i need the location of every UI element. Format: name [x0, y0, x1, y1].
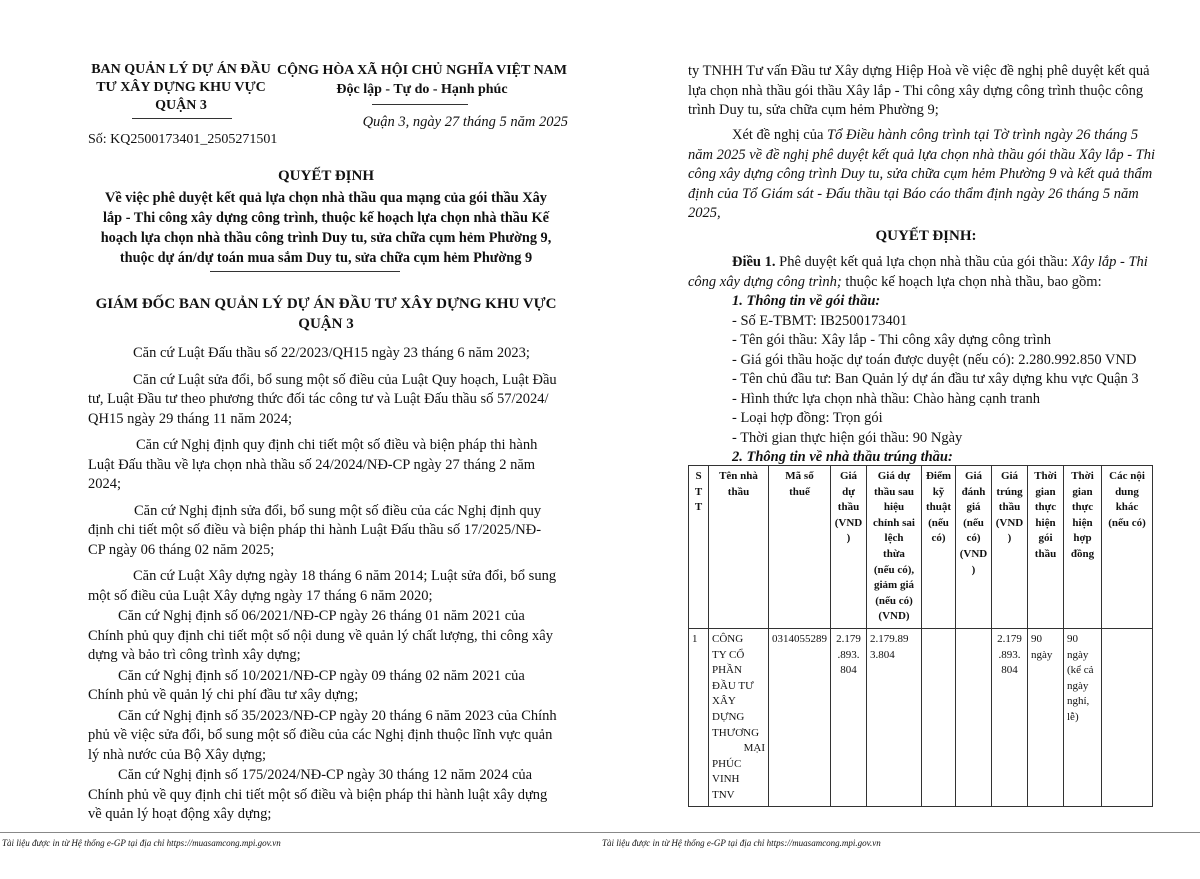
header-line: kỹ [932, 485, 945, 498]
header-line: Điểm [925, 470, 952, 482]
cell-line: 1 [692, 632, 698, 645]
header-line: Các nội [1109, 470, 1145, 482]
header-line: (VND) [878, 610, 910, 623]
header-line: đồng [1070, 547, 1095, 560]
header-line: thuật [925, 501, 952, 514]
table-cell [769, 628, 831, 807]
agency-line: BAN QUẢN LÝ DỰ ÁN ĐẦU [91, 62, 271, 77]
table-cell [831, 628, 867, 807]
cell-line: .893. [998, 648, 1021, 661]
table-header-row [689, 466, 1153, 629]
header-line: (nếu [963, 516, 984, 529]
table-cell [992, 628, 1028, 807]
info-line: - Giá gói thầu hoặc dự toán được duyệt (nếu có): 2.280.992.850 VND [732, 351, 1137, 368]
agency-name [78, 61, 284, 115]
footer-note: Tài liệu được in từ Hệ thống e-GP tại địa chỉ https://muasamcong.mpi.gov.vn [602, 838, 881, 848]
header-line: (nếu [928, 516, 949, 529]
header-line: thầu [837, 501, 860, 514]
subject-line: lắp - Thi công xây dựng công trình, thuộc kế hoạch lựa chọn nhà thầu Kế [103, 210, 549, 226]
winning-bidder-table-wrap [688, 465, 1153, 807]
winning-bidder-table [688, 465, 1153, 807]
legal-basis-item: Căn cứ Nghị định số 175/2024/NĐ-CP ngày 30 tháng 12 năm 2024 của Chính phủ về quy định chi tiết một số điều và biện pháp thi hành luật xây dựng về quản lý hoạt động xây dựng; [88, 767, 548, 822]
header-line: (nếu có) [1108, 516, 1146, 529]
cell-line: ngày [1067, 648, 1089, 661]
cell-line: .893. [837, 648, 860, 661]
header-line: ) [846, 532, 851, 545]
header-line: gian [1035, 485, 1056, 498]
header-line: Thời [1034, 470, 1057, 482]
header-line: (VND [959, 547, 988, 560]
decision-heading: QUYẾT ĐỊNH: [875, 228, 977, 244]
header-line: Thời [1071, 470, 1094, 482]
table-cell [709, 628, 769, 807]
cell-line: MẠI [743, 742, 765, 755]
header-line: hiệu [883, 501, 905, 514]
national-header [276, 61, 568, 99]
table-header-cell [867, 466, 922, 629]
article-1: Điều 1. Phê duyệt kết quả lựa chọn nhà thầu của gói thầu: Xây lắp - Thi công xây dựng công trình; thuộc kế hoạch lựa chọn nhà thầu, bao gồm: [688, 254, 1148, 290]
legal-basis-list [88, 344, 564, 825]
table-cell [922, 628, 956, 807]
header-line: thầu [727, 485, 750, 498]
info-line: - Số E-TBMT: IB2500173401 [732, 312, 908, 329]
header-line: thầu sau [873, 485, 915, 498]
header-line: giảm giá [873, 579, 915, 592]
cell-line: lễ) [1067, 710, 1079, 723]
header-line: (VND [995, 516, 1024, 529]
table-header-cell [709, 466, 769, 629]
header-line: thầu [1034, 547, 1057, 560]
header-line: giá [966, 501, 981, 514]
authority-line: GIÁM ĐỐC BAN QUẢN LÝ DỰ ÁN ĐẦU TƯ XÂY DỰNG KHU VỰC [95, 296, 557, 312]
header-line: Tên nhà [719, 470, 758, 482]
cell-line: THƯƠNG [712, 726, 760, 739]
footer-divider [0, 832, 600, 833]
header-line: ) [1007, 532, 1012, 545]
national-motto: Độc lập - Tự do - Hạnh phúc [336, 82, 508, 97]
header-line: Giá [964, 470, 983, 482]
header-line: lệch [884, 532, 904, 545]
header-line: Giá [1000, 470, 1019, 482]
header-line: có) [931, 532, 946, 545]
cell-line: ĐẦU TƯ [712, 679, 754, 692]
legal-basis-item: Căn cứ Nghị định sửa đổi, bổ sung một số điều của các Nghị định quy định chi tiết một số điều và biện pháp thi hành Luật Đấu thầu số 17/2025/NĐ- CP ngày 06 tháng 02 năm 2025; [88, 502, 542, 558]
header-line: (nếu có), [873, 563, 915, 576]
table-cell [1028, 628, 1064, 807]
cell-line: 90 [1067, 632, 1078, 645]
footer-note: Tài liệu được in từ Hệ thống e-GP tại địa chỉ https://muasamcong.mpi.gov.vn [2, 838, 281, 848]
motto-underline [372, 104, 468, 105]
cell-line: VINH [712, 773, 740, 786]
section-1-heading: 1. Thông tin về gói thầu: [732, 293, 881, 309]
decision-title: QUYẾT ĐỊNH [278, 168, 374, 184]
legal-basis-item: Căn cứ Nghị định số 35/2023/NĐ-CP ngày 20 tháng 6 năm 2023 của Chính phủ về việc sửa đổi, bổ sung một số điều của các Nghị định thuộc lĩnh vực quản lý nhà nước của Bộ Xây dựng; [88, 707, 557, 763]
agency-line: QUẬN 3 [155, 98, 207, 113]
cell-line: 0314055289 [772, 632, 827, 645]
cell-line: 804 [1001, 664, 1018, 677]
header-line: thầu [998, 501, 1021, 514]
package-info [732, 292, 1172, 468]
header-line: thực [1034, 501, 1057, 514]
header-line: hợp [1073, 532, 1092, 545]
header-line: Giá [839, 470, 858, 482]
header-line: gian [1072, 485, 1093, 498]
table-header-cell [1064, 466, 1102, 629]
continuation-text: ty TNHH Tư vấn Đầu tư Xây dựng Hiệp Hoà về việc đề nghị phê duyệt kết quả lựa chọn nhà thầu gói thầu Xây lắp - Thi công xây dựng công trình thuộc công trình Duy tu, sửa chữa cụm hẻm Phường 9; [688, 63, 1150, 118]
header-line: dung [1115, 485, 1139, 498]
header-line: thực [1071, 501, 1094, 514]
agency-underline [132, 118, 232, 119]
header-line: hiện [1072, 516, 1093, 529]
cell-line: PHÚC [712, 757, 742, 770]
header-line: S [695, 470, 702, 482]
cell-line: ngày [1031, 648, 1053, 661]
agency-line: TƯ XÂY DỰNG KHU VỰC [96, 80, 266, 95]
info-line: - Loại hợp đồng: Trọn gói [732, 410, 883, 426]
table-header-cell [1102, 466, 1153, 629]
cell-line: 2.179 [836, 632, 861, 645]
header-line: (VND [834, 516, 863, 529]
table-header-cell [922, 466, 956, 629]
subject-line: Về việc phê duyệt kết quả lựa chọn nhà thầu qua mạng của gói thầu Xây [105, 190, 547, 206]
cell-line: DỰNG [712, 710, 745, 723]
section-2-heading: 2. Thông tin về nhà thầu trúng thầu: [732, 449, 953, 465]
footer-divider [600, 832, 1200, 833]
decision-subject [80, 188, 572, 268]
header-line: Giá dự [877, 470, 911, 482]
table-row [689, 628, 1153, 807]
table-cell [867, 628, 922, 807]
legal-basis-item: Căn cứ Nghị định số 06/2021/NĐ-CP ngày 26 tháng 01 năm 2021 của Chính phủ quy định chi tiết một số nội dung về quản lý chất lượng, thi công xây dựng và bảo trì công trình xây dựng; [88, 608, 553, 663]
consideration-paragraph: Xét đề nghị của Tổ Điều hành công trình tại Tờ trình ngày 26 tháng 5 năm 2025 về đề nghị phê duyệt kết quả lựa chọn nhà thầu gói thầu Xây lắp - Thi công xây dựng công trình Duy tu, sửa chữa cụm hẻm Phường 9 và kết quả thẩm định của Tổ Giám sát - Đấu thầu tại Báo cáo thẩm định ngày 26 tháng 5 năm 2025, [688, 127, 1155, 221]
cell-line: ngày [1067, 679, 1089, 692]
cell-line: 2.179 [997, 632, 1022, 645]
header-line: hiện [1035, 516, 1056, 529]
info-line: - Tên chủ đầu tư: Ban Quản lý dự án đầu tư xây dựng khu vực Quận 3 [732, 371, 1139, 387]
header-line: trúng [996, 485, 1023, 498]
header-line: thuế [789, 485, 810, 498]
table-cell [689, 628, 709, 807]
info-line: - Hình thức lựa chọn nhà thầu: Chào hàng cạnh tranh [732, 390, 1041, 407]
table-header-cell [1028, 466, 1064, 629]
table-header-cell [992, 466, 1028, 629]
nation-name: CỘNG HÒA XÃ HỘI CHỦ NGHĨA VIỆT NAM [276, 63, 567, 78]
legal-basis-item: Căn cứ Luật sửa đổi, bổ sung một số điều của Luật Quy hoạch, Luật Đầu tư, Luật Đầu tư theo phương thức đối tác công tư và Luật Đấu thầu số 57/2024/ QH15 ngày 29 tháng 11 năm 2024; [88, 371, 557, 427]
cell-line: 3.804 [870, 648, 895, 661]
header-line: T [694, 485, 703, 498]
info-line: - Tên gói thầu: Xây lắp - Thi công xây dựng công trình [732, 332, 1052, 348]
header-line: ) [971, 563, 976, 576]
table-cell [956, 628, 992, 807]
header-line: dự [842, 485, 855, 498]
authority-line: QUẬN 3 [298, 316, 354, 332]
info-line: - Thời gian thực hiện gói thầu: 90 Ngày [732, 429, 963, 446]
cell-line: (kể cả [1067, 664, 1094, 677]
legal-basis-item: Căn cứ Luật Xây dựng ngày 18 tháng 6 năm 2014; Luật sửa đổi, bổ sung một số điều của Luật Xây dựng ngày 17 tháng 6 năm 2020; [88, 568, 557, 604]
issuing-authority [84, 294, 568, 334]
header-line: thừa [883, 547, 905, 560]
cell-line: 804 [840, 664, 857, 677]
table-header-cell [956, 466, 992, 629]
header-line: có) [966, 532, 981, 545]
header-line: chỉnh sai [873, 516, 915, 529]
cell-line: 2.179.89 [870, 632, 909, 645]
table-header-cell [769, 466, 831, 629]
header-line: gói [1038, 532, 1053, 545]
cell-line: 90 [1031, 632, 1042, 645]
legal-basis-item: Căn cứ Nghị định quy định chi tiết một số điều và biện pháp thi hành Luật Đấu thầu về lựa chọn nhà thầu số 24/2024/NĐ-CP ngày 27 tháng 2 năm 2024; [88, 437, 538, 492]
table-cell [1102, 628, 1153, 807]
legal-basis-item: Căn cứ Luật Đấu thầu số 22/2023/QH15 ngày 23 tháng 6 năm 2023; [133, 345, 530, 361]
legal-basis-item: Căn cứ Nghị định số 10/2021/NĐ-CP ngày 09 tháng 02 năm 2021 của Chính phủ về quản lý chi phí đầu tư xây dựng; [88, 667, 525, 703]
table-header-cell [689, 466, 709, 629]
header-line: (nếu có) [875, 594, 913, 607]
cell-line: CÔNG [712, 632, 744, 645]
table-cell [1064, 628, 1102, 807]
cell-line: nghỉ, [1067, 695, 1090, 708]
document-number: Số: KQ2500173401_2505271501 [88, 132, 278, 147]
subject-underline [210, 271, 400, 272]
table-header-cell [831, 466, 867, 629]
header-line: T [694, 501, 703, 514]
issue-date: Quận 3, ngày 27 tháng 5 năm 2025 [362, 114, 568, 130]
cell-line: PHẦN [712, 664, 742, 677]
cell-line: TNV [712, 788, 735, 801]
subject-line: hoạch lựa chọn nhà thầu công trình Duy tu, sửa chữa cụm hẻm Phường 9, [100, 230, 552, 246]
subject-line: thuộc dự án/dự toán mua sắm Duy tu, sửa chữa cụm hẻm Phường 9 [119, 250, 533, 266]
cell-line: TY CỔ [712, 648, 745, 661]
header-line: Mã số [785, 470, 814, 482]
header-line: đánh [961, 485, 986, 498]
header-line: khác [1115, 501, 1139, 514]
cell-line: XÂY [712, 695, 736, 708]
document-page-right [600, 0, 1200, 879]
